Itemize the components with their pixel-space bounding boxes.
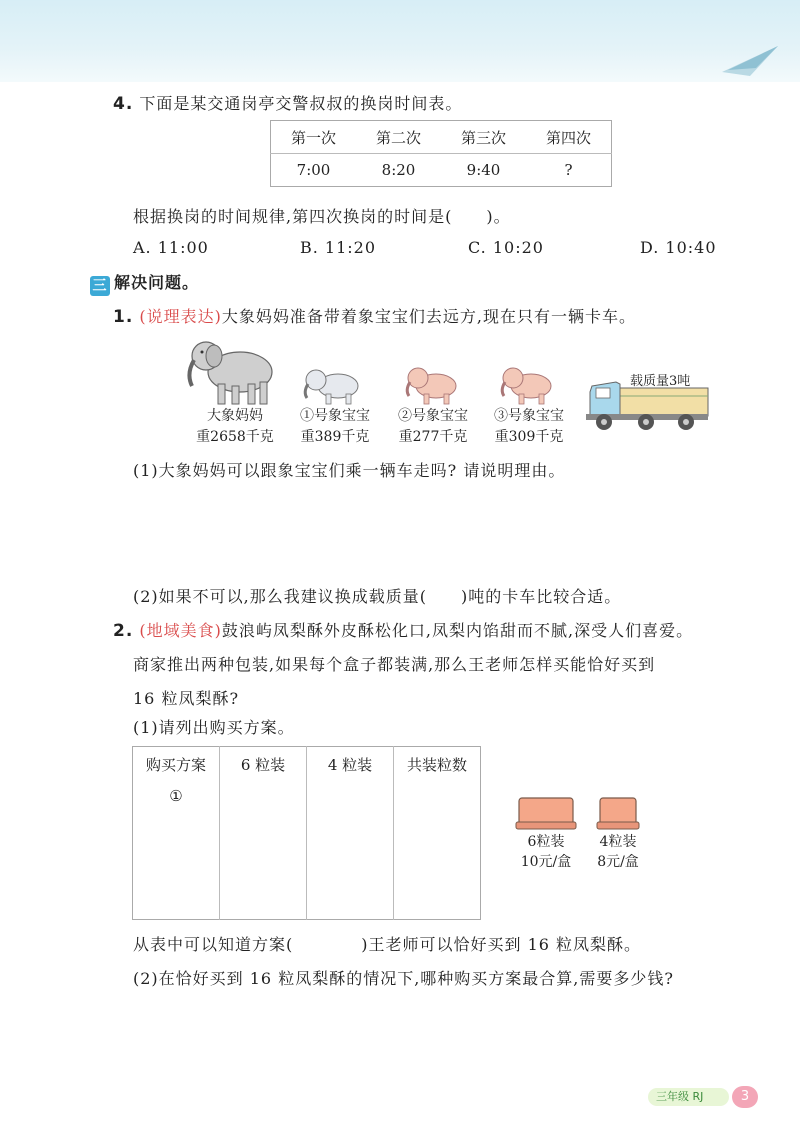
p1-text: 大象妈妈准备带着象宝宝们去远方,现在只有一辆卡车。	[221, 307, 636, 326]
table-header: 购买方案	[145, 756, 206, 774]
table-cell: 8:20	[381, 161, 416, 179]
baby-elephant-2-icon	[400, 364, 466, 406]
table-row	[271, 121, 612, 154]
section-3-title: 三 解决问题。	[90, 270, 199, 296]
p2-line3: 16 粒凤梨酥?	[133, 689, 240, 708]
table-cell: 9:40	[466, 161, 501, 179]
elephant-caption: ③号象宝宝 重309千克	[494, 408, 564, 445]
baby-elephant-3-icon	[495, 364, 561, 406]
q4-text: 下面是某交通岗亭交警叔叔的换岗时间表。	[139, 94, 463, 113]
table-column[interactable]	[220, 747, 307, 920]
table-cell: ?	[564, 161, 573, 179]
header-band	[0, 0, 800, 82]
box-caption: 4粒装 8元/盒	[597, 834, 639, 870]
table-row	[271, 154, 612, 187]
elephant-caption: 大象妈妈 重2658千克	[196, 408, 274, 445]
elephant-caption: ②号象宝宝 重277千克	[398, 408, 468, 445]
option-b[interactable]: B. 11:20	[300, 238, 377, 257]
table-cell: 7:00	[296, 161, 331, 179]
p2-line2: 商家推出两种包装,如果每个盒子都装满,那么王老师怎样买能恰好买到	[133, 655, 656, 674]
p2-number: 2.	[113, 621, 134, 641]
paper-plane-icon	[720, 40, 780, 80]
p2-tag: (地域美食)	[139, 621, 222, 640]
option-a[interactable]: A. 11:00	[133, 238, 209, 257]
elephant-caption: ①号象宝宝 重389千克	[300, 408, 370, 445]
q4-question: 根据换岗的时间规律,第四次换岗的时间是( )。	[133, 207, 511, 226]
shift-schedule-table	[270, 120, 612, 187]
q4-line	[113, 91, 462, 114]
page-number: 3	[732, 1086, 758, 1108]
p2-line1: 2. (地域美食)鼓浪屿凤梨酥外皮酥松化口,凤梨内馅甜而不腻,深受人们喜爱。	[113, 621, 694, 641]
p1-sub2: (2)如果不可以,那么我建议换成载质量( )吨的卡车比较合适。	[133, 587, 622, 606]
p1-sub1: (1)大象妈妈可以跟象宝宝们乘一辆车走吗? 请说明理由。	[133, 461, 566, 480]
truck-load-label: 载质量3吨	[630, 374, 691, 389]
option-c[interactable]: C. 10:20	[468, 238, 544, 257]
section-number-icon: 三	[90, 276, 110, 296]
p1-number: 1.	[113, 307, 134, 327]
p2-sub1: (1)请列出购买方案。	[133, 718, 295, 737]
p2-sub2: (2)在恰好买到 16 粒凤梨酥的情况下,哪种购买方案最合算,需要多少钱?	[133, 969, 674, 988]
box-caption: 6粒装 10元/盒	[520, 834, 572, 870]
table-header: 第四次	[526, 121, 612, 154]
table-column	[133, 747, 220, 920]
table-header: 共装粒数	[406, 756, 467, 774]
table-header: 4 粒装	[327, 756, 373, 774]
table-column[interactable]	[394, 747, 481, 920]
q4-number: 4.	[113, 94, 134, 114]
mother-elephant-icon	[180, 334, 280, 406]
table-header: 6 粒装	[240, 756, 286, 774]
table-header: 第二次	[356, 121, 441, 154]
table-row	[133, 747, 481, 920]
purchase-plan-table	[132, 746, 481, 920]
p1-tag: (说理表达)	[139, 307, 222, 326]
table-header: 第三次	[441, 121, 526, 154]
p2-conclusion: 从表中可以知道方案( )王老师可以恰好买到 16 粒凤梨酥。	[133, 935, 642, 954]
pastry-box-4-icon	[596, 796, 640, 832]
table-column[interactable]	[307, 747, 394, 920]
p1-line	[113, 304, 636, 327]
option-d[interactable]: D. 10:40	[640, 238, 717, 257]
pastry-box-6-icon	[515, 796, 577, 832]
grade-badge: 三年级 RJ	[648, 1088, 729, 1106]
baby-elephant-1-icon	[300, 364, 366, 406]
table-header: 第一次	[271, 121, 357, 154]
plan-row-number: ①	[169, 787, 183, 805]
